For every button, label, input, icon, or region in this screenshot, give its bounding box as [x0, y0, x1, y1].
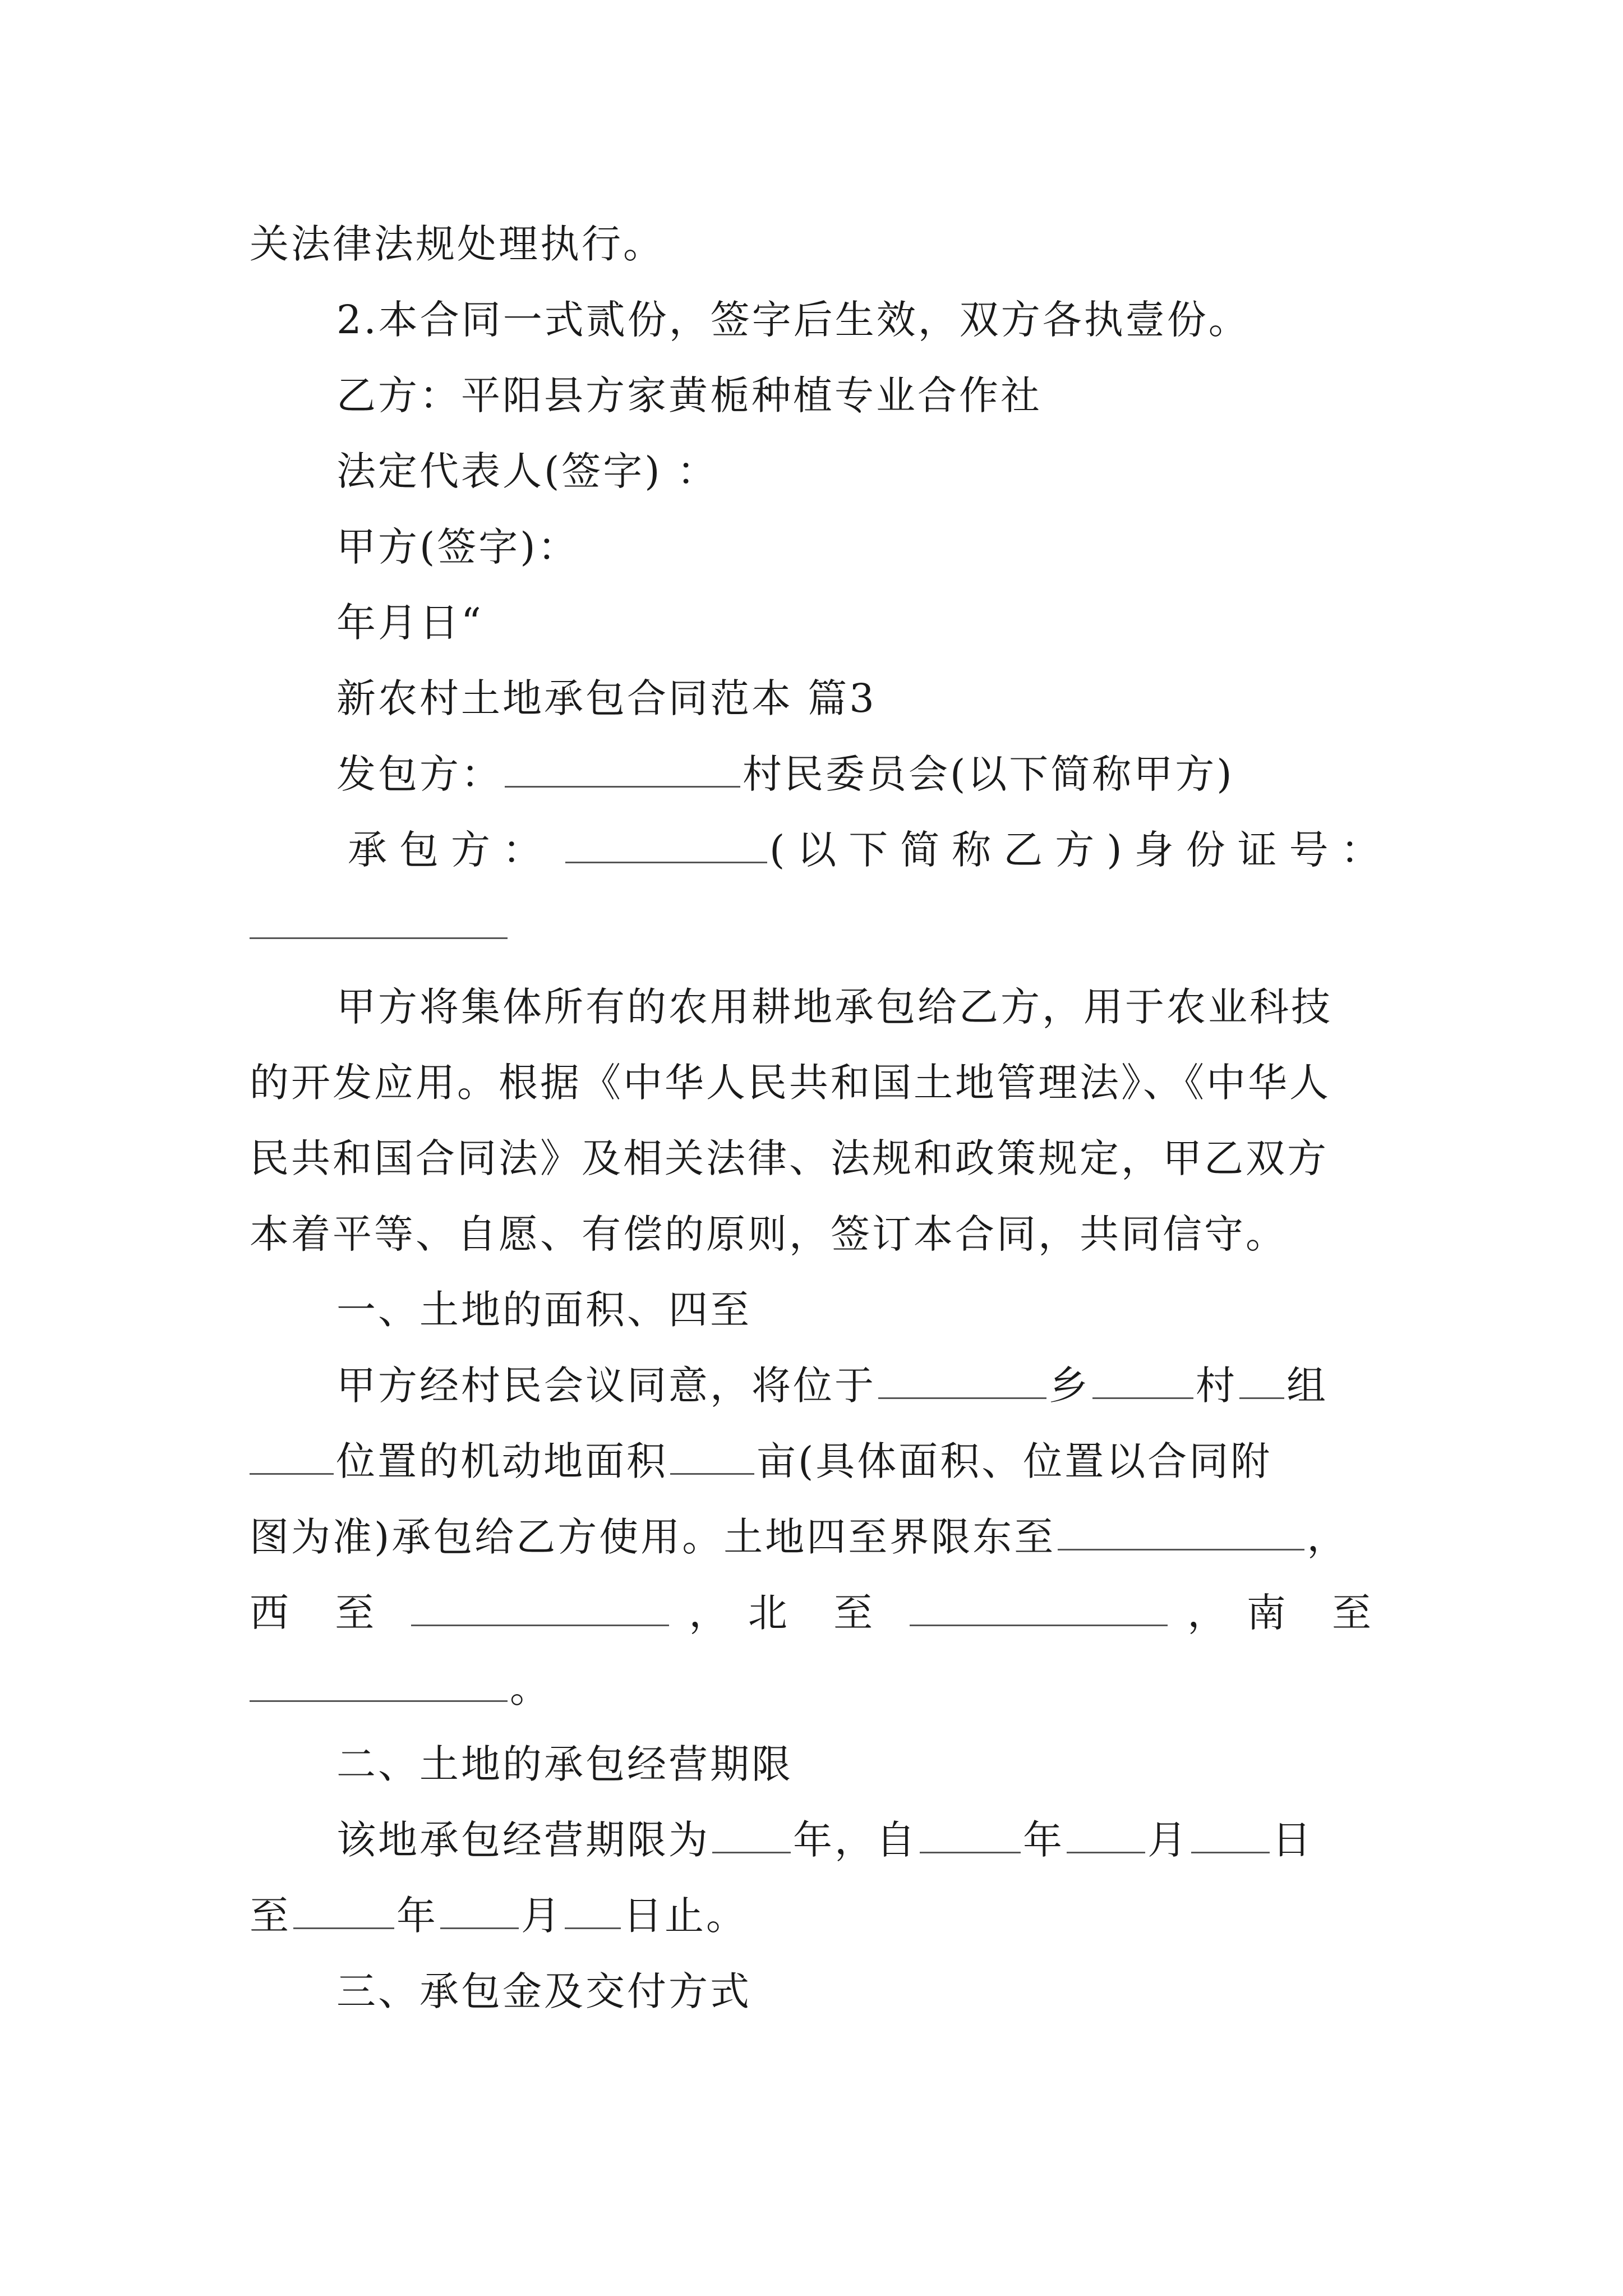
text-line: 法定代表人(签字) ：	[336, 448, 718, 494]
fill-blank	[250, 900, 508, 939]
fill-blank	[440, 1890, 519, 1929]
fill-blank	[1058, 1512, 1304, 1550]
area-text: 。	[510, 1665, 551, 1711]
area-line	[250, 1433, 1388, 1489]
text-line: 年月日“	[336, 600, 483, 646]
section-title: 三、承包金及交付方式	[336, 1968, 751, 2014]
paragraph-line: 甲方将集体所有的农用耕地承包给乙方，用于农业科技	[336, 984, 1332, 1030]
text-line: 甲方(签字)：	[336, 524, 579, 570]
area-text: ，	[1307, 1514, 1349, 1560]
fill-blank	[411, 1588, 669, 1626]
area-text: 图为准)承包给乙方使用。土地四至界限东至	[250, 1514, 1056, 1560]
id-blank-line	[250, 898, 1388, 954]
fill-blank	[1191, 1815, 1270, 1853]
paragraph-line: 本着平等、自愿、有偿的原则，签订本合同，共同信守。	[250, 1211, 1287, 1257]
term-text: 年	[396, 1893, 438, 1939]
fill-blank	[1239, 1360, 1284, 1399]
term-text: 日止。	[623, 1893, 748, 1939]
term-text: 月	[1147, 1817, 1189, 1863]
term-text: 至	[250, 1893, 291, 1939]
area-line	[250, 1509, 1388, 1565]
fill-blank	[1067, 1815, 1145, 1853]
south-label: 南 至	[1246, 1590, 1388, 1636]
text-line: 关法律法规处理执行。	[250, 221, 665, 267]
area-text: 乡	[1049, 1363, 1090, 1409]
chengbao-line	[348, 822, 1399, 878]
text-line: 乙方：平阳县方家黄栀种植专业合作社	[336, 372, 1042, 418]
west-label: 西 至	[250, 1590, 391, 1636]
fill-blank	[712, 1815, 791, 1853]
text-line: 2.本合同一式贰份，签字后生效，双方各执壹份。	[336, 297, 1250, 343]
term-text: 月	[521, 1893, 562, 1939]
fill-blank	[878, 1360, 1046, 1399]
fill-blank	[1092, 1360, 1193, 1399]
fill-blank	[910, 1588, 1168, 1626]
section-title: 一、土地的面积、四至	[336, 1287, 751, 1333]
fill-blank	[565, 1890, 621, 1929]
area-text: 亩(具体面积、位置以合同附	[757, 1438, 1272, 1484]
paragraph-line: 民共和国合同法》及相关法律、法规和政策规定，甲乙双方	[250, 1135, 1329, 1181]
comma: ，	[689, 1590, 731, 1636]
fill-blank	[920, 1815, 1021, 1853]
fill-blank	[670, 1436, 754, 1475]
section-title: 二、土地的承包经营期限	[336, 1741, 793, 1787]
term-line	[250, 1888, 1388, 1944]
comma: ，	[1187, 1590, 1229, 1636]
fill-blank	[293, 1890, 394, 1929]
area-line	[250, 1660, 1388, 1717]
area-text: 村	[1196, 1363, 1237, 1409]
boundary-line	[250, 1585, 1388, 1641]
chengbao-suffix: (以下简称乙方)身份证号：	[769, 827, 1393, 873]
term-text: 日	[1272, 1817, 1313, 1863]
fabao-suffix: 村民委员会(以下简称甲方)	[743, 751, 1234, 797]
fill-blank	[250, 1436, 334, 1475]
term-text: 该地承包经营期限为	[336, 1817, 710, 1863]
term-line	[336, 1812, 1388, 1868]
paragraph-line: 的开发应用。根据《中华人民共和国土地管理法》、《中华人	[250, 1060, 1331, 1106]
fill-blank	[565, 825, 767, 863]
fill-blank	[250, 1663, 508, 1702]
area-text: 组	[1287, 1363, 1328, 1409]
north-label: 北 至	[748, 1590, 890, 1636]
fill-blank	[505, 749, 740, 788]
fabao-line	[336, 746, 1388, 802]
section-heading: 新农村土地承包合同范本 篇3	[336, 675, 877, 721]
term-text: 年	[1023, 1817, 1064, 1863]
term-text: 年，自	[793, 1817, 917, 1863]
area-text: 甲方经村民会议同意，将位于	[336, 1363, 876, 1409]
area-text: 位置的机动地面积	[336, 1438, 668, 1484]
fabao-label: 发包方：	[336, 751, 502, 797]
chengbao-label: 承包方：	[348, 827, 554, 873]
area-line	[336, 1358, 1388, 1414]
